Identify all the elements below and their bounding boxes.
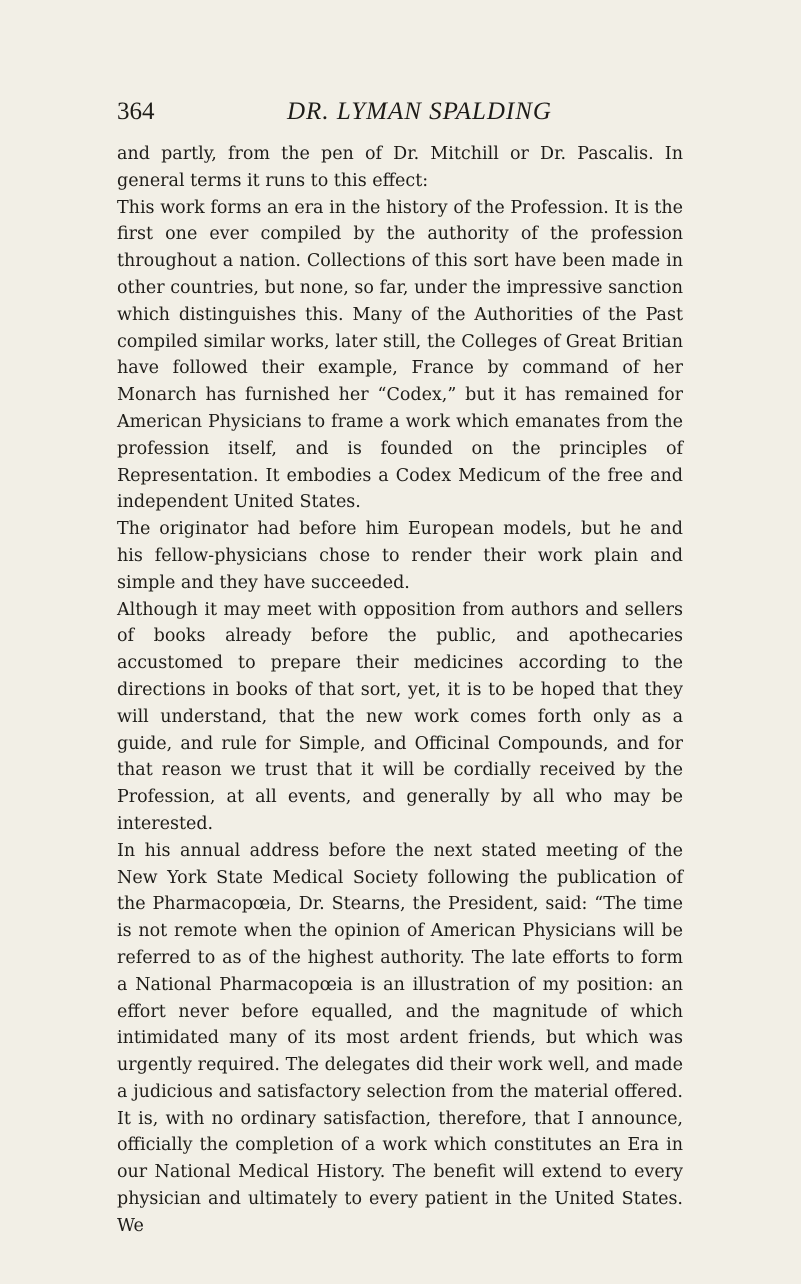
- paragraph-5: In his annual address before the next stated meeting of the New York State Medical Society following the publication of the Pharmacopœia, Dr. Stearns, the President, said: “The time is not remote when the opinion of American Physicians will be referred to as of the highest authority. The late efforts to form a National Pharmacopœia is an illustration of my position: an effort never before equalled, and the magnitude of which intimidated many of its most ardent friends, but which was urgently required. The delegates did their work well, and made a judicious and satisfactory selection from the material offered. It is, with no ordinary satisfaction, therefore, that I announce, officially the completion of a work which constitutes an Era in our National Medical History. The benefit will extend to every physician and ultimately to every patient in the United States. We: [117, 840, 683, 1236]
- paragraph-2: This work forms an era in the history of the Profession. It is the first one ever compiled by the authority of the profession throughout a nation. Collections of this sort have been made in other countries, but none, so far, under the impressive sanction which distinguishes this. Many of the Authorities of the Past compiled similar works, later still, the Colleges of Great Britian have followed their example, France by command of her Monarch has furnished her “Codex,” but it has remained for American Physicians to frame a work which emanates from the profession itself, and is founded on the principles of Representation. It embodies a Codex Medicum of the free and independent United States.: [117, 197, 683, 513]
- paragraph-3: The originator had before him European models, but he and his fellow-physicians chose to render their work plain and simple and they have succeeded.: [117, 519, 683, 593]
- body-text: [117, 141, 683, 1240]
- paragraph-4: Although it may meet with opposition from authors and sellers of books already before the public, and apothecaries accustomed to prepare their medicines according to the directions in books of that sort, yet, it is to be hoped that they will understand, that the new work comes forth only as a guide, and rule for Simple, and Officinal Compounds, and for that reason we trust that it will be cordially received by the Profession, at all events, and generally by all who may be interested.: [117, 599, 683, 834]
- paragraph-1: and partly, from the pen of Dr. Mitchill or Dr. Pascalis. In general terms it runs to this effect:: [117, 144, 683, 191]
- running-head: DR. LYMAN SPALDING: [287, 98, 552, 125]
- page-header: [117, 98, 683, 132]
- page-number: 364: [117, 98, 155, 125]
